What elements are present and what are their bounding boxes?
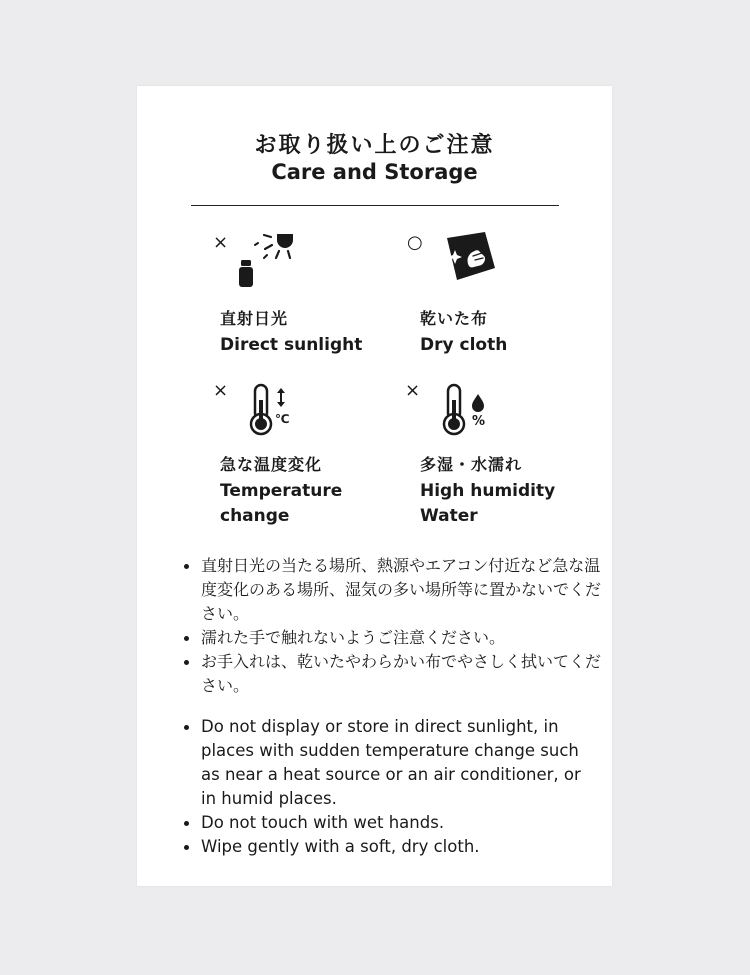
- label-humidity-en-line2: Water: [420, 506, 478, 526]
- note-jp-item: 直射日光の当たる場所、熱源やエアコン付近など急な温度変化のある場所、湿気の多い場所等に置かないでください。: [181, 554, 601, 626]
- title-divider: [191, 205, 559, 206]
- title-english: Care and Storage: [271, 160, 478, 184]
- note-en-item: Do not touch with wet hands.: [181, 811, 601, 835]
- label-temperature-en-line2: change: [220, 506, 290, 526]
- label-cloth-jp: 乾いた布: [420, 309, 489, 328]
- note-en-item: Wipe gently with a soft, dry cloth.: [181, 835, 601, 859]
- label-humidity-en-line1: High humidity: [420, 481, 556, 501]
- note-jp-item: お手入れは、乾いたやわらかい布でやさしく拭いてください。: [181, 650, 601, 698]
- sunlight-icon: [235, 228, 297, 294]
- notes-japanese: [181, 554, 601, 698]
- note-en-item: Do not display or store in direct sunlight, in places with sudden temperature change such as near a heat source or an air conditioner, or in humid places.: [181, 715, 601, 811]
- prohibited-mark: ×: [213, 232, 229, 253]
- label-temperature-en-line1: Temperature: [220, 481, 343, 501]
- label-humidity-jp: 多湿・水濡れ: [420, 455, 523, 474]
- prohibited-mark: ×: [213, 380, 229, 401]
- notes-english: [181, 715, 601, 859]
- label-sunlight-en: Direct sunlight: [220, 335, 363, 355]
- label-sunlight-jp: 直射日光: [220, 309, 289, 328]
- ok-mark: ○: [407, 232, 423, 253]
- note-jp-item: 濡れた手で触れないようご注意ください。: [181, 626, 601, 650]
- cloth-wipe-icon: [437, 228, 501, 294]
- humidity-icon: [442, 382, 492, 442]
- celsius-label: ℃: [275, 412, 290, 426]
- prohibited-mark: ×: [405, 380, 421, 401]
- label-temperature-jp: 急な温度変化: [220, 455, 323, 474]
- temperature-icon: [245, 382, 295, 442]
- percent-label: %: [472, 414, 486, 429]
- title-japanese: お取り扱い上のご注意: [254, 133, 495, 158]
- care-card: [137, 86, 612, 886]
- label-cloth-en: Dry cloth: [420, 335, 508, 355]
